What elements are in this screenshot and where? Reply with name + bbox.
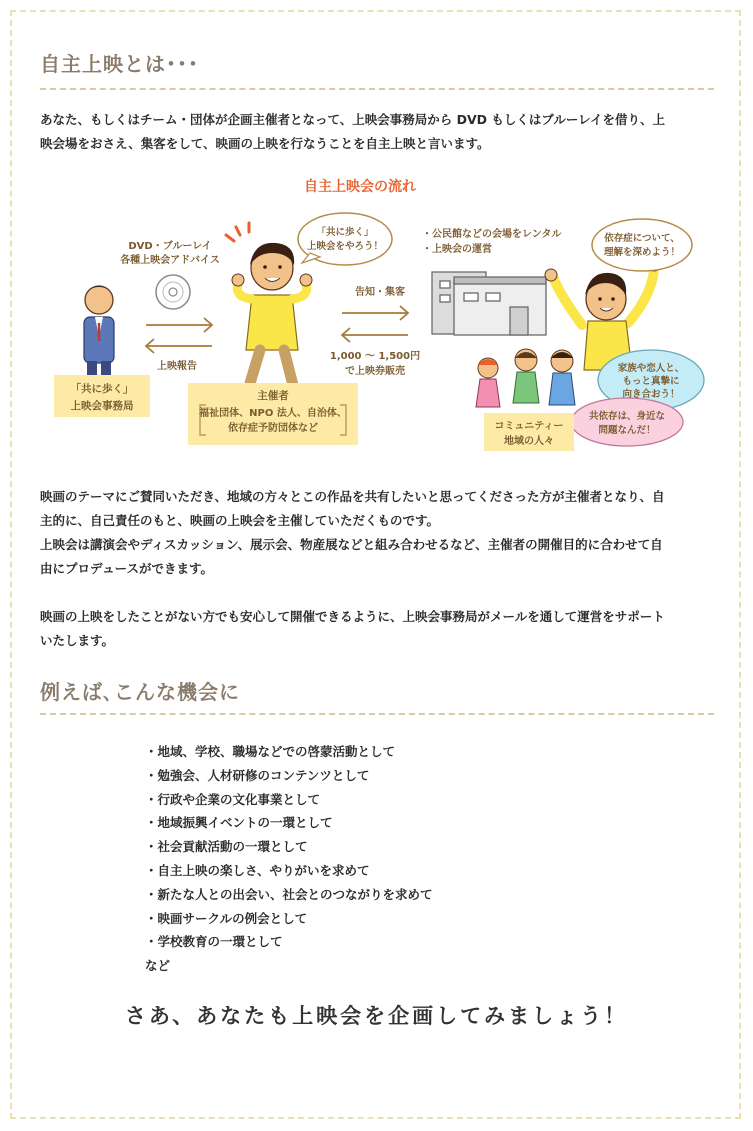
office-label-line1: 「共に歩く」 [70, 383, 134, 395]
list-item: ・映画サークルの例会として [145, 910, 308, 926]
audience-bubble-line2: 理解を深めよう！ [603, 247, 681, 258]
audience-bubble-line1: 依存症について、 [604, 233, 680, 244]
section-title-examples: 例えば､こんな機会に [40, 680, 240, 704]
codep-bubble-line1: 共依存は、身近な [588, 411, 666, 422]
family-bubble-line1: 家族や恋人と、 [617, 363, 685, 374]
excitement-marks-icon [226, 223, 249, 241]
organizer-speech-bubble [298, 213, 392, 265]
call-to-action: さあ、あなたも上映会を企画してみましょう！ [124, 1004, 629, 1028]
body-text [40, 485, 716, 653]
diagram-title: 自主上映会の流れ [304, 179, 416, 195]
body-line: 上映会は講演会やディスカッション、展示会、物産展などと組み合わせるなど、主催者の開催目的に合わせて自 [40, 537, 663, 552]
office-label-line2: 上映会事務局 [70, 400, 134, 412]
organizer-bubble-line2: 上映会をやろう！ [306, 241, 384, 252]
report-label: 上映報告 [157, 361, 197, 372]
organizer-desc-line2: 依存症予防団体など [228, 423, 318, 434]
family-bubble-line2: もっと真摯に [622, 376, 680, 387]
organizer-desc-line1: 福祉団体、NPO 法人、自治体、 [199, 408, 347, 419]
list-item: ・地域、学校、職場などでの啓蒙活動として [145, 744, 396, 759]
exchange-arrows-left [146, 318, 212, 353]
list-item: ・学校教育の一環として [145, 934, 283, 950]
intro-line: あなた、もしくはチーム・団体が企画主催者となって、上映会事務局から DVD もしくはブルーレイを借り、上 [40, 112, 666, 127]
disc-icon [156, 275, 190, 309]
community-illustration [476, 349, 575, 407]
building-icon [432, 272, 546, 335]
venue-label-line2: ・上映会の運営 [422, 244, 492, 255]
family-bubble-line3: 向き合おう！ [622, 389, 680, 400]
exchange-arrows-right [342, 306, 408, 342]
list-item: ・社会貢献活動の一環として [145, 839, 308, 855]
office-staff-illustration [84, 286, 114, 377]
venue-label-line1: ・公民館などの会場をレンタル [422, 229, 562, 240]
body-line: いたします。 [40, 633, 115, 648]
list-item: ・新たな人との出会い、社会とのつながりを求めて [145, 886, 433, 902]
body-line: 映画のテーマにご賛同いただき、地域の方々とこの作品を共有したいと思ってくださった方が主催者となり、自 [40, 489, 665, 504]
ticket-label-line1: 1,000 ～ 1,500円 [329, 351, 421, 362]
body-line: 主的に、自己責任のもと、映画の上映会を主催していただくものです。 [40, 513, 440, 528]
list-item: ・地域振興イベントの一環として [145, 815, 333, 831]
audience-speech-bubble [592, 219, 692, 271]
organizer-bubble-line1: 「共に歩く」 [316, 227, 374, 238]
intro-line: 映会場をおさえ、集客をして、映画の上映を行なうことを自主上映と言います。 [40, 136, 490, 151]
community-label-line1: コミュニティー [494, 421, 564, 432]
divider [40, 88, 714, 90]
divider [40, 713, 714, 715]
codependency-speech-bubble [571, 398, 683, 446]
list-item: ・自主上映の楽しさ、やりがいを求めて [145, 862, 370, 878]
dvd-label-line1: DVD・ブルーレイ [128, 241, 212, 252]
example-list [145, 740, 433, 978]
body-line: 由にプロデュースができます。 [40, 561, 214, 576]
organizer-illustration [232, 243, 312, 398]
ticket-label-line2: で上映券販売 [345, 366, 405, 377]
list-item: ・行政や企業の文化事業として [145, 791, 321, 807]
list-item: など [145, 958, 171, 974]
intro-text [40, 108, 716, 156]
community-label-line2: 地域の人々 [504, 436, 554, 447]
list-item: ・勉強会、人材研修のコンテンツとして [145, 767, 370, 783]
promo-label: 告知・集客 [355, 287, 405, 298]
paragraph-spacer [40, 581, 716, 605]
codep-bubble-line2: 問題なんだ！ [598, 425, 656, 436]
body-line: 映画の上映をしたことがない方でも安心して開催できるように、上映会事務局がメールを通して運営をサポート [40, 609, 665, 624]
organizer-title: 主催者 [257, 390, 289, 402]
section-title-about: 自主上映とは･･･ [40, 52, 199, 76]
dvd-label-line2: 各種上映会アドバイス [120, 255, 220, 266]
flow-diagram [40, 165, 716, 465]
